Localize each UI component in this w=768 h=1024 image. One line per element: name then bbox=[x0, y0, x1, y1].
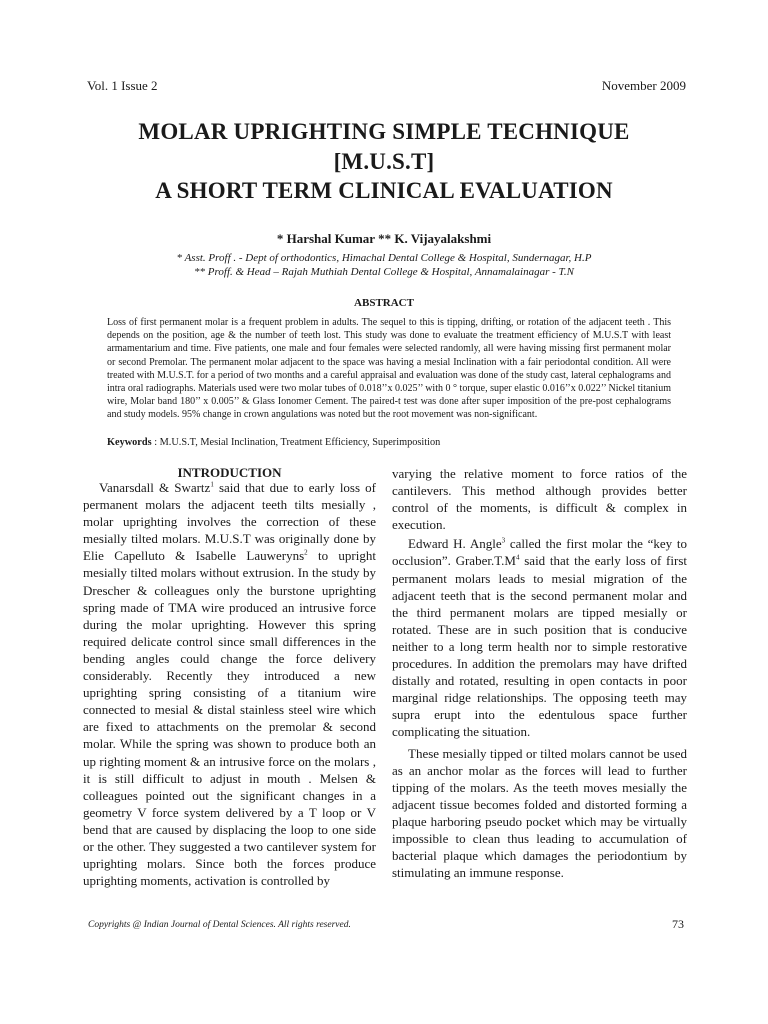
text-run: to upright mesially tilted molars without extrusion. In the study by Drescher & colleagues only the burstone uprighting spring made of TMA wire produced an intrusive force during the molar uprighting. However this spring required delicate control since small differences in the bending angles could change the force delivery considerably. Recently they introduced a new uprighting spring consisting of a titanium wire connected to mesial & distal stainless steel wire which are fixed to attachments on the premolar & second molar. While the spring was shown to produce both an up righting moment & an intrusive force on the molars , it is still difficult to adjust in mouth . Melsen & colleagues pointed out the significant changes in a geometry V force system delivered by a T loop or V bend that are caused by displacing the loop to one side or the other. They suggested a two cantilever system for uprighting molars. Since both the forces produce uprighting moments, activation is controlled by bbox=[83, 548, 376, 889]
volume-issue: Vol. 1 Issue 2 bbox=[87, 78, 158, 93]
page-number: 73 bbox=[672, 917, 684, 931]
intro-paragraph-3 bbox=[392, 535, 687, 740]
right-column bbox=[392, 465, 687, 881]
keywords-list: : M.U.S.T, Mesial Inclination, Treatment Efficiency, Superimposition bbox=[151, 437, 441, 448]
text-run: Edward H. Angle bbox=[408, 536, 502, 552]
citation-ref: 4 bbox=[516, 554, 520, 563]
article-title-line-2: [M.U.S.T] bbox=[333, 149, 435, 174]
abstract-text: Loss of first permanent molar is a frequent problem in adults. The sequel to this is tipping, drifting, or rotation of the adjacent teeth . This depends on the position, age & the number of teeth lost. This study was done to evaluate the treatment efficiency of M.U.S.T with least armamentarium and time. Five patients, one male and four females were selected randomly, all were having missing first permanent molar or second Premolar. The permanent molar adjacent to the space was having a mesial Inclination with a fair periodontal condition. All were treated with M.U.S.T. for a period of two months and a careful appraisal and evaluation was done of the study cast, lateral cephalograms and intra oral radiographs. Materials used were two molar tubes of 0.018’’x 0.025’’ with 0 ° torque, super elastic 0.016’’x 0.022’’ Nickel titanium wire, Molar band 180’’ x 0.005’’ & Glass Ionomer Cement. The paired-t test was done after super imposition of the pre-post cephalograms and study models. 95% change in crown angulations was noted but the root movement was non-significant. bbox=[107, 317, 671, 421]
citation-ref: 3 bbox=[501, 537, 506, 546]
issue-date: November 2009 bbox=[601, 78, 686, 93]
article-title-line-3: A SHORT TERM CLINICAL EVALUATION bbox=[155, 178, 613, 203]
text-run: called the first molar the “key to occlusion”. Graber.T.M bbox=[392, 536, 687, 569]
left-column bbox=[83, 479, 376, 889]
text-run: said that due to early loss of permanent molars the adjacent teeth tilts mesially , molar uprighting involves the correction of these mesially tilted molars. M.U.S.T was originally done by Elie Capelluto & Isabelle Lauweryns bbox=[83, 480, 376, 564]
intro-paragraph-1 bbox=[83, 479, 376, 889]
intro-paragraph-4: These mesially tipped or tilted molars cannot be used as an anchor molar as the forces will lead to further tipping of the molars. As the teeth moves mesially the adjacent tissue becomes folded and distorted forming a plaque harboring pseudo pocket which may be virtually impossible to clean thus leading to accumulation of bacterial plaque which damages the periodontium by stimulating an immune response. bbox=[392, 745, 687, 881]
keywords bbox=[107, 437, 671, 448]
citation-ref: 2 bbox=[304, 549, 308, 558]
intro-paragraph-2: varying the relative moment to force ratios of the cantilevers. This method although provides better control of the moments, is difficult & complex in execution. bbox=[392, 466, 687, 533]
abstract-body bbox=[107, 316, 671, 422]
authors: * Harshal Kumar ** K. Vijayalakshmi bbox=[276, 231, 492, 246]
article-title-line-1: MOLAR UPRIGHTING SIMPLE TECHNIQUE bbox=[138, 119, 630, 144]
introduction-heading: INTRODUCTION bbox=[177, 465, 282, 480]
text-run: Vanarsdall & Swartz bbox=[99, 480, 211, 495]
keywords-label: Keywords bbox=[107, 437, 152, 448]
copyright-notice: Copyrights @ Indian Journal of Dental Sciences. All rights reserved. bbox=[88, 920, 351, 930]
affiliation-1: * Asst. Proff . - Dept of orthodontics, Himachal Dental College & Hospital, Sundernagar, H.P bbox=[176, 252, 592, 264]
affiliation-2: ** Proff. & Head – Rajah Muthiah Dental College & Hospital, Annamalainagar - T.N bbox=[194, 266, 574, 278]
citation-ref: 1 bbox=[210, 480, 214, 489]
abstract-heading: ABSTRACT bbox=[354, 297, 414, 309]
text-run: said that the early loss of first permanent molars leads to mesial migration of the adjacent teeth that is the second permanent molar and the third permanent molars are tipped mesially or rotated. These are in such position that is conducive neither to a long term health nor to simple restorative procedures. In addition the premolars may have drifted distally and rotated, resulting in open contacts in poor marginal ridge relationships. The opposing teeth may supra erupt into the edentulous space further complicating the situation. bbox=[392, 553, 687, 740]
